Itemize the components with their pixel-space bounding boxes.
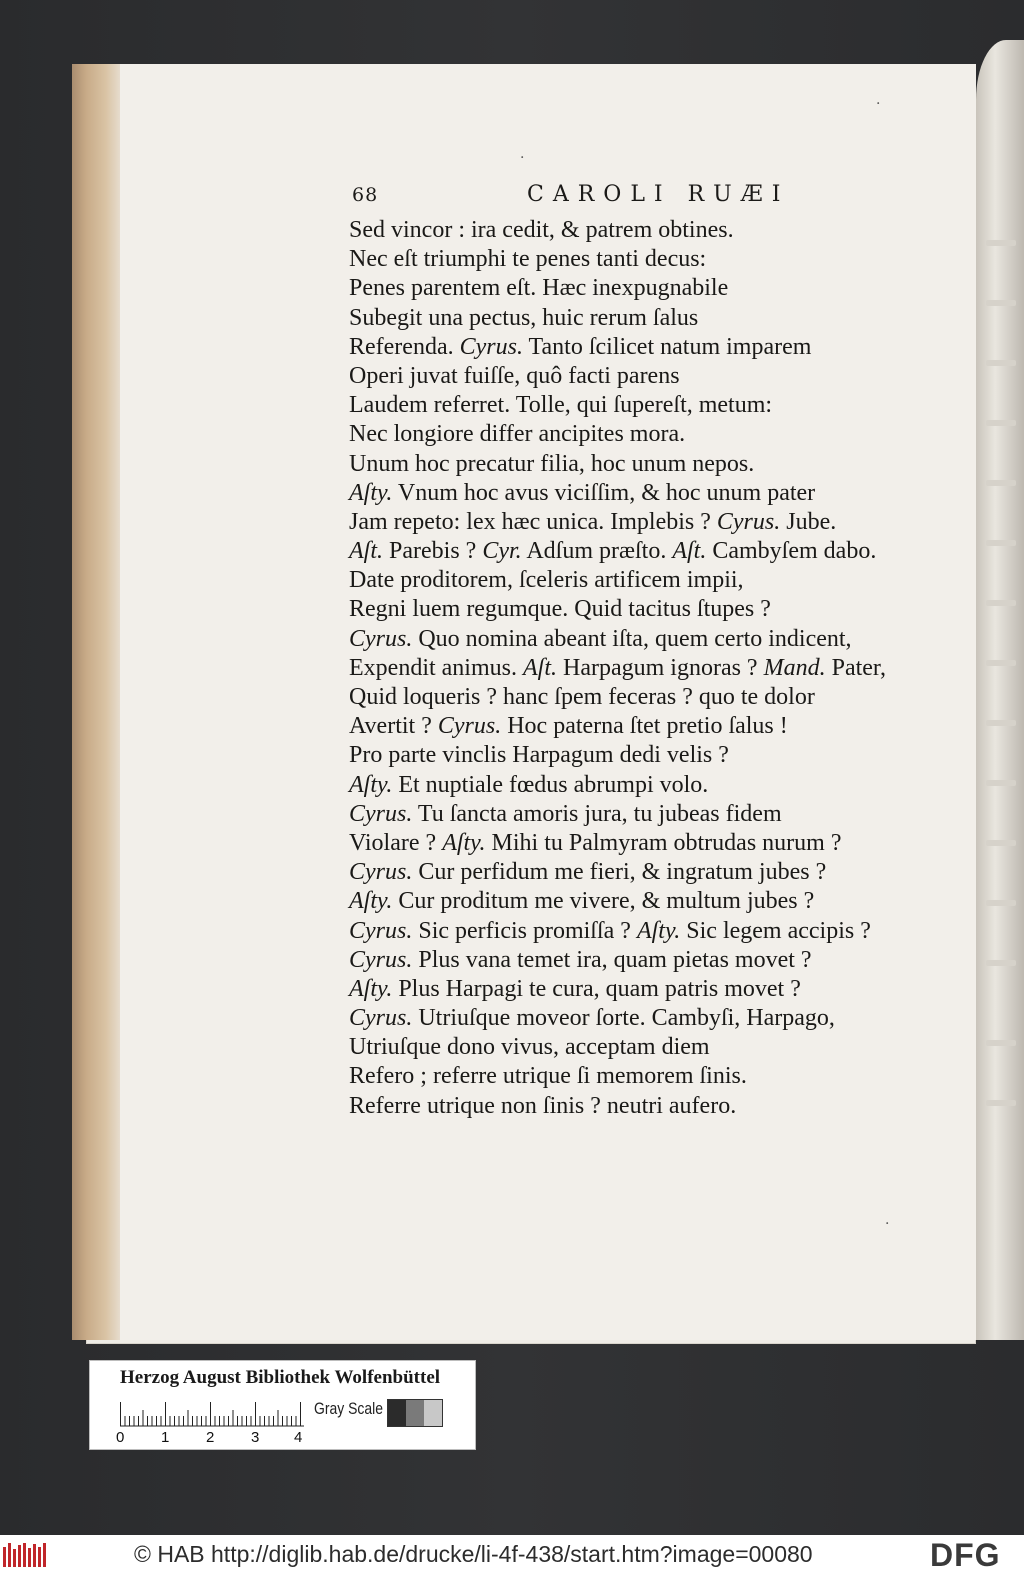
verse-line [349, 479, 949, 508]
verse-text: Utriuſque moveor ſorte. Cambyſi, Harpago, [412, 1005, 835, 1032]
speaker-name: Cyrus. [349, 917, 413, 944]
speaker-name: Cyrus. [349, 859, 413, 886]
ruler-label: 4 [294, 1429, 303, 1446]
verse-line [349, 450, 949, 479]
verse-text: Quo nomina abeant iſta, quem certo indicent, [412, 625, 852, 652]
speaker-name: Aſty. [349, 479, 393, 506]
verse-text: Plus vana temet ira, quam pietas movet ? [412, 946, 812, 973]
speaker-name: Cyrus. [437, 713, 502, 740]
verse-text: Pro parte vinclis Harpagum dedi velis ? [349, 742, 729, 769]
verse-line [349, 420, 949, 449]
verse-text: Cambyſem dabo. [706, 538, 877, 565]
verse-text: Vnum hoc avus viciſſim, & hoc unum pater [392, 479, 816, 506]
verse-text: Jam repeto: lex hæc unica. Implebis ? [349, 508, 717, 535]
verse-line [349, 741, 949, 770]
verse-line [349, 771, 949, 800]
verse-line [349, 654, 949, 683]
facing-page-edge [976, 40, 1024, 1340]
verse-line [349, 800, 949, 829]
verse-text: Sed vincor : ira cedit, & patrem obtines. [349, 217, 734, 243]
footer-bar [0, 1535, 1024, 1577]
speaker-name: Cyrus. [349, 625, 413, 652]
speaker-name: Cyr. [482, 538, 522, 565]
speaker-name: Cyrus. [349, 946, 413, 973]
verse-line [349, 245, 949, 274]
verse-text: Operi juvat fuiſſe, quô facti parens [349, 362, 680, 389]
verse-line [349, 537, 949, 566]
verse-text: Nec eſt triumphi te penes tanti decus: [349, 246, 707, 273]
verse-text: Tanto ſcilicet natum imparem [522, 333, 812, 360]
verse-line [349, 304, 949, 333]
verse-text: Pater, [825, 654, 886, 681]
verse-line [349, 362, 949, 391]
verse-text: Hoc paterna ſtet pretio ſalus ! [501, 713, 788, 740]
library-name: Herzog August Bibliothek Wolfenbüttel [120, 1367, 441, 1388]
speaker-name: Cyrus. [349, 800, 413, 827]
speaker-name: Aſty. [349, 771, 393, 798]
verse-text: Expendit animus. [349, 654, 523, 681]
verse-line [349, 625, 949, 654]
verse-line [349, 391, 949, 420]
verse-text: Sic legem accipis ? [680, 917, 871, 944]
speaker-name: Aſty. [349, 888, 393, 915]
ruler-labels [116, 1429, 316, 1447]
page-header [352, 182, 802, 216]
verse-text: Referre utrique non ſinis ? neutri aufero. [349, 1092, 737, 1119]
verse-text: Sic perficis promiſſa ? [412, 917, 637, 944]
speaker-name: Aſt. [672, 538, 707, 565]
verse-text: Violare ? [349, 829, 443, 856]
library-color-card [89, 1360, 476, 1450]
verse-text: Tu ſancta amoris jura, tu jubeas fidem [412, 800, 782, 827]
verse-text: Unum hoc precatur filia, hoc unum nepos. [349, 450, 755, 477]
verse-line [349, 712, 949, 741]
dfg-logo: DFG [930, 1537, 1001, 1573]
speaker-name: Cyrus. [349, 1005, 413, 1032]
page-number: 68 [352, 184, 379, 206]
copyright-url: © HAB http://diglib.hab.de/drucke/li-4f-438/start.htm?image=00080 [134, 1541, 813, 1567]
verse-line [349, 1004, 949, 1033]
running-head: CAROLI RUÆI [527, 182, 790, 207]
speaker-name: Cyrus. [459, 333, 523, 360]
verse-line [349, 1033, 949, 1062]
verse-text: Plus Harpagi te cura, quam patris movet ? [392, 975, 801, 1002]
verse-line [349, 595, 949, 624]
page-gutter-edge [72, 64, 120, 1340]
verse-line [349, 917, 949, 946]
verse-line [349, 1062, 949, 1091]
verse-text: Laudem referret. Tolle, qui ſupereſt, metum: [349, 392, 773, 419]
verse-text: Subegit una pectus, huic rerum ſalus [349, 304, 699, 331]
verse-line [349, 274, 949, 303]
verse-text-block [349, 216, 949, 1121]
paper-speck: · [876, 96, 881, 112]
ruler-label: 1 [161, 1429, 170, 1446]
ruler-label: 2 [206, 1429, 215, 1446]
verse-text: Cur proditum me vivere, & multum jubes ? [392, 888, 815, 915]
speaker-name: Aſty. [349, 975, 393, 1002]
verse-text: Regni luem regumque. Quid tacitus ſtupes ? [349, 596, 771, 623]
verse-line [349, 829, 949, 858]
verse-line [349, 946, 949, 975]
verse-text: Referenda. [349, 333, 460, 360]
verse-line [349, 566, 949, 595]
verse-line [349, 1092, 949, 1121]
verse-text: Refero ; referre utrique ſi memorem ſinis. [349, 1063, 747, 1090]
verse-text: Utriuſque dono vivus, acceptam diem [349, 1034, 710, 1061]
verse-line [349, 683, 949, 712]
verse-text: Quid loqueris ? hanc ſpem feceras ? quo te dolor [349, 684, 815, 710]
verse-text: Date proditorem, ſceleris artificem impii, [349, 567, 744, 594]
hab-logo-icon [3, 1543, 47, 1569]
verse-text: Penes parentem eſt. Hæc inexpugnabile [349, 275, 729, 302]
verse-text: Cur perfidum me fieri, & ingratum jubes ? [412, 859, 827, 886]
verse-text: Jube. [780, 508, 837, 535]
paper-speck: · [885, 1216, 890, 1232]
verse-text: Harpagum ignoras ? [556, 654, 764, 681]
verse-line [349, 508, 949, 537]
ruler-label: 3 [251, 1429, 260, 1446]
ruler-label: 0 [116, 1429, 125, 1446]
verse-text: Adſum præſto. [521, 538, 673, 565]
speaker-name: Aſty. [442, 829, 486, 856]
speaker-name: Cyrus. [716, 508, 781, 535]
verse-line [349, 858, 949, 887]
verse-line [349, 887, 949, 916]
verse-text: Parebis ? [383, 538, 483, 565]
ruler-scale [120, 1401, 304, 1427]
gray-scale-swatch [387, 1399, 443, 1427]
verse-line [349, 975, 949, 1004]
speaker-name: Aſt. [349, 538, 383, 565]
verse-text: Mihi tu Palmyram obtrudas nurum ? [485, 829, 842, 856]
speaker-name: Aſt. [522, 654, 557, 681]
verse-line [349, 333, 949, 362]
gray-scale-label: Gray Scale [314, 1399, 383, 1418]
verse-text: Et nuptiale fœdus abrumpi volo. [392, 771, 709, 798]
verse-text: Nec longiore differ ancipites mora. [349, 421, 686, 448]
paper-speck: · [520, 150, 525, 166]
speaker-name: Mand. [763, 654, 826, 681]
verse-text: Avertit ? [349, 713, 438, 740]
speaker-name: Aſty. [636, 917, 681, 944]
verse-line [349, 216, 949, 245]
